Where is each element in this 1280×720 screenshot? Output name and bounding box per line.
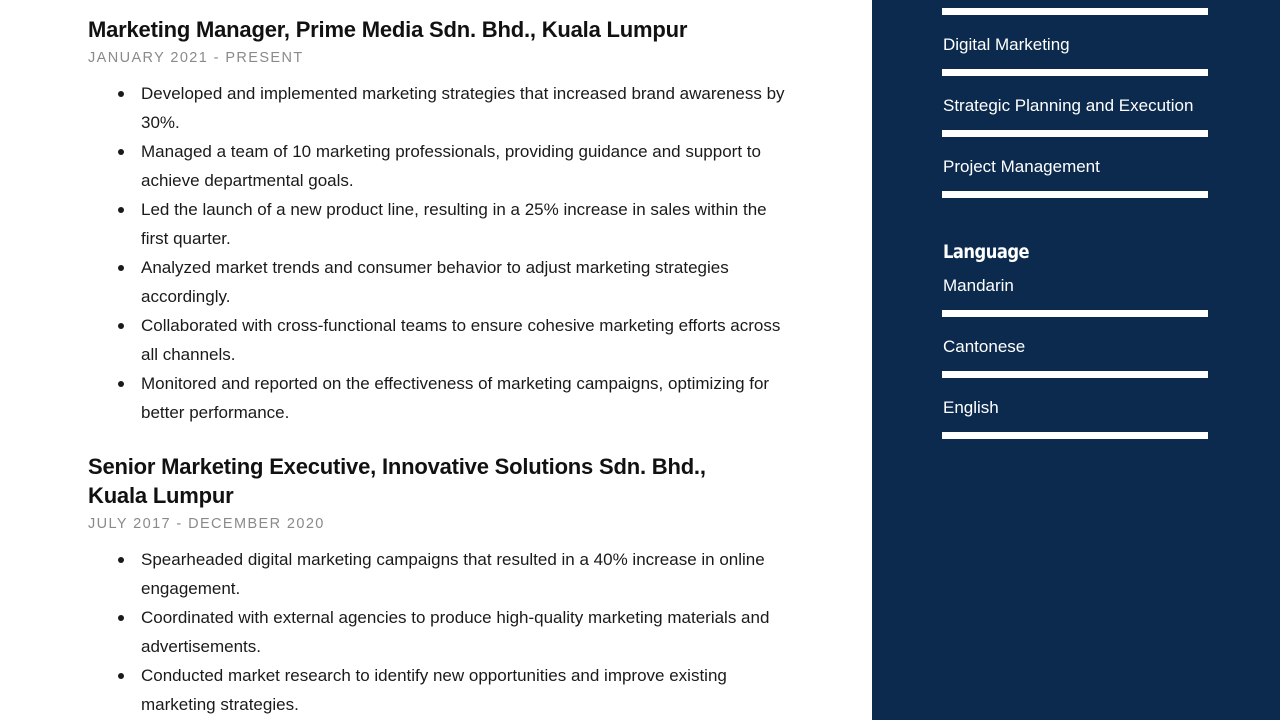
job-bullet-list [88,545,788,719]
bullet-dot-icon [118,557,124,563]
language-item: English [943,398,999,417]
language-heading: Language [943,241,1030,263]
job-bullet [88,603,786,661]
job-title: Marketing Manager, Prime Media Sdn. Bhd., Kuala Lumpur [88,17,688,42]
job-bullet [88,195,786,253]
language-item: Cantonese [943,337,1026,356]
job-bullet-text: Managed a team of 10 marketing professionals, providing guidance and support to achieve departmental goals. [141,142,761,190]
job-dates: JULY 2017 - DECEMBER 2020 [88,516,325,532]
skill-item: Digital Marketing [943,35,1070,54]
job-bullet [88,79,786,137]
skill-item: Project Management [943,157,1100,176]
language-item: Mandarin [943,276,1014,295]
bullet-dot-icon [118,265,124,271]
language-level-bar [942,432,1208,439]
job-bullet [88,137,786,195]
job-bullet [88,369,786,427]
bullet-dot-icon [118,615,124,621]
skill-level-bar [942,8,1208,15]
experience-entry [88,452,788,719]
bullet-dot-icon [118,207,124,213]
job-bullet-text: Coordinated with external agencies to produce high-quality marketing materials and advertisements. [141,608,770,656]
bullet-dot-icon [118,323,124,329]
job-title: Senior Marketing Executive, Innovative Solutions Sdn. Bhd., Kuala Lumpur [88,454,706,508]
job-bullet [88,661,786,719]
experience-entry [88,15,788,427]
job-bullet-text: Monitored and reported on the effectiveness of marketing campaigns, optimizing for better performance. [141,374,770,422]
skill-level-bar [942,191,1208,198]
job-bullet-text: Conducted market research to identify new opportunities and improve existing marketing strategies. [141,666,727,714]
job-bullet-text: Collaborated with cross-functional teams to ensure cohesive marketing efforts across all channels. [141,316,781,364]
language-level-bar [942,310,1208,317]
skill-level-bar [942,69,1208,76]
job-bullet [88,545,786,603]
job-bullet-list [88,79,788,427]
job-bullet-text: Developed and implemented marketing strategies that increased brand awareness by 30%. [141,84,785,132]
skill-level-bar [942,130,1208,137]
job-bullet [88,311,786,369]
bullet-dot-icon [118,381,124,387]
bullet-dot-icon [118,673,124,679]
job-bullet-text: Spearheaded digital marketing campaigns that resulted in a 40% increase in online engagement. [141,550,765,598]
bullet-dot-icon [118,149,124,155]
job-bullet-text: Analyzed market trends and consumer behavior to adjust marketing strategies accordingly. [141,258,729,306]
bullet-dot-icon [118,91,124,97]
job-bullet [88,253,786,311]
language-level-bar [942,371,1208,378]
resume-sidebar [872,0,1280,720]
job-dates: JANUARY 2021 - PRESENT [88,50,304,66]
job-bullet-text: Led the launch of a new product line, resulting in a 25% increase in sales within the first quarter. [141,200,767,248]
skill-item: Strategic Planning and Execution [943,96,1194,115]
